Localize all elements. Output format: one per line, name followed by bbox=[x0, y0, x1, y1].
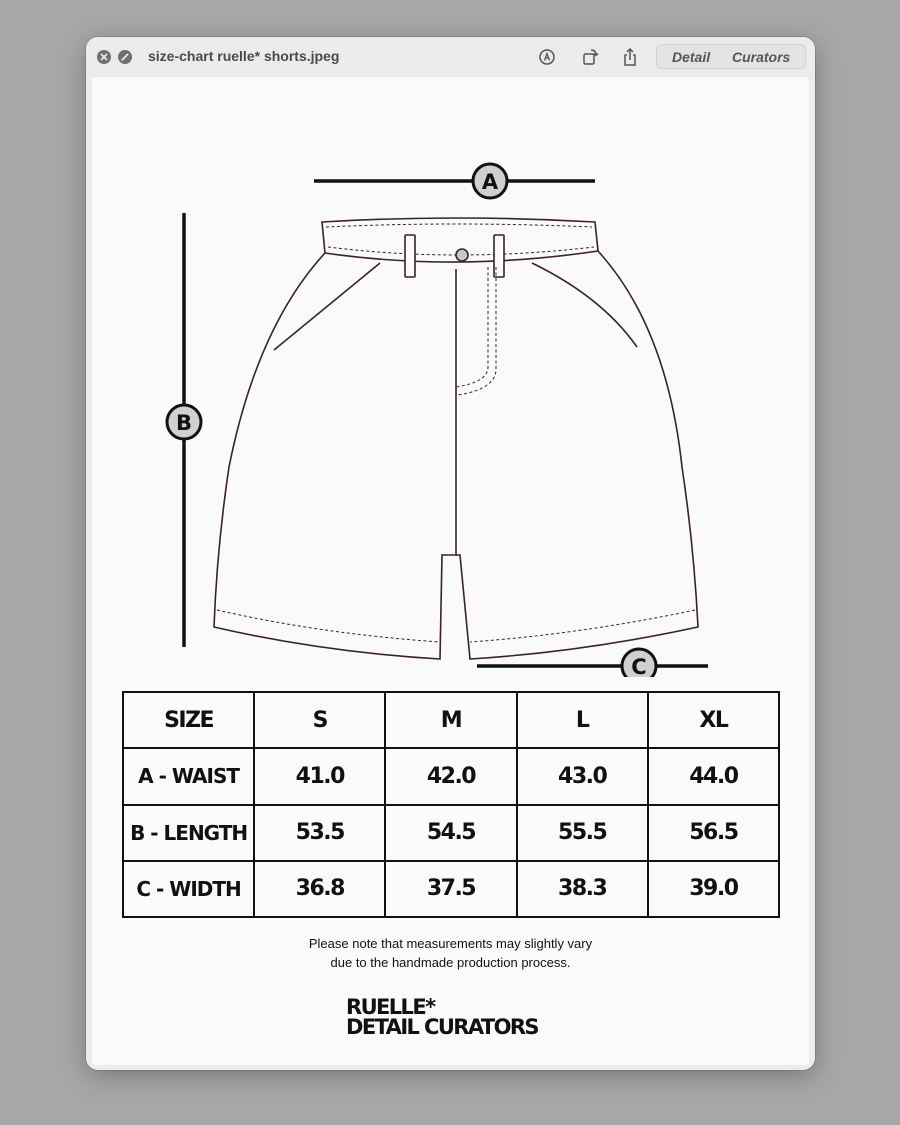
size-table bbox=[122, 691, 780, 918]
table-cell: 43.0 bbox=[517, 748, 648, 804]
segment-curators[interactable]: Curators bbox=[732, 49, 791, 65]
brand-logo bbox=[346, 997, 538, 1037]
label-b-marker bbox=[167, 405, 201, 439]
window-title: size-chart ruelle* shorts.jpeg bbox=[148, 48, 340, 64]
row-label: A - WAIST bbox=[123, 748, 254, 804]
table-cell: 54.5 bbox=[385, 805, 516, 861]
note-line: due to the handmade production process. bbox=[330, 955, 571, 970]
brand-line: DETAIL CURATORS bbox=[346, 1015, 538, 1039]
table-cell: 41.0 bbox=[254, 748, 385, 804]
shorts-diagram bbox=[92, 77, 809, 677]
table-cell: 56.5 bbox=[648, 805, 779, 861]
table-cell: 39.0 bbox=[648, 861, 779, 917]
label-c-marker bbox=[622, 649, 656, 677]
view-segmented-control bbox=[656, 44, 806, 69]
title-bar bbox=[86, 37, 815, 77]
label-a: A bbox=[481, 170, 499, 194]
table-cell: 53.5 bbox=[254, 805, 385, 861]
table-row bbox=[123, 748, 779, 804]
table-header-row bbox=[123, 692, 779, 748]
table-cell: 44.0 bbox=[648, 748, 779, 804]
table-cell: 37.5 bbox=[385, 861, 516, 917]
preview-window bbox=[86, 37, 815, 1070]
brand-line: RUELLE* bbox=[346, 995, 435, 1019]
table-row bbox=[123, 861, 779, 917]
measurement-note bbox=[92, 934, 809, 972]
rotate-icon[interactable] bbox=[579, 46, 601, 68]
share-icon[interactable] bbox=[619, 46, 641, 68]
table-header-cell: SIZE bbox=[123, 692, 254, 748]
table-cell: 55.5 bbox=[517, 805, 648, 861]
table-row bbox=[123, 805, 779, 861]
minimize-icon[interactable] bbox=[118, 50, 132, 64]
table-cell: 42.0 bbox=[385, 748, 516, 804]
markup-icon[interactable] bbox=[536, 46, 558, 68]
table-header-cell: S bbox=[254, 692, 385, 748]
table-cell: 36.8 bbox=[254, 861, 385, 917]
shorts-illustration bbox=[214, 218, 698, 659]
table-cell: 38.3 bbox=[517, 861, 648, 917]
label-a-marker bbox=[473, 164, 507, 198]
row-label: C - WIDTH bbox=[123, 861, 254, 917]
label-c: C bbox=[631, 655, 647, 677]
row-label: B - LENGTH bbox=[123, 805, 254, 861]
table-header-cell: XL bbox=[648, 692, 779, 748]
note-line: Please note that measurements may slightly vary bbox=[308, 936, 593, 951]
table-header-cell: M bbox=[385, 692, 516, 748]
close-icon[interactable] bbox=[97, 50, 111, 64]
segment-detail[interactable]: Detail bbox=[672, 49, 711, 65]
table-header-cell: L bbox=[517, 692, 648, 748]
image-canvas bbox=[92, 77, 809, 1065]
label-b: B bbox=[175, 411, 193, 435]
